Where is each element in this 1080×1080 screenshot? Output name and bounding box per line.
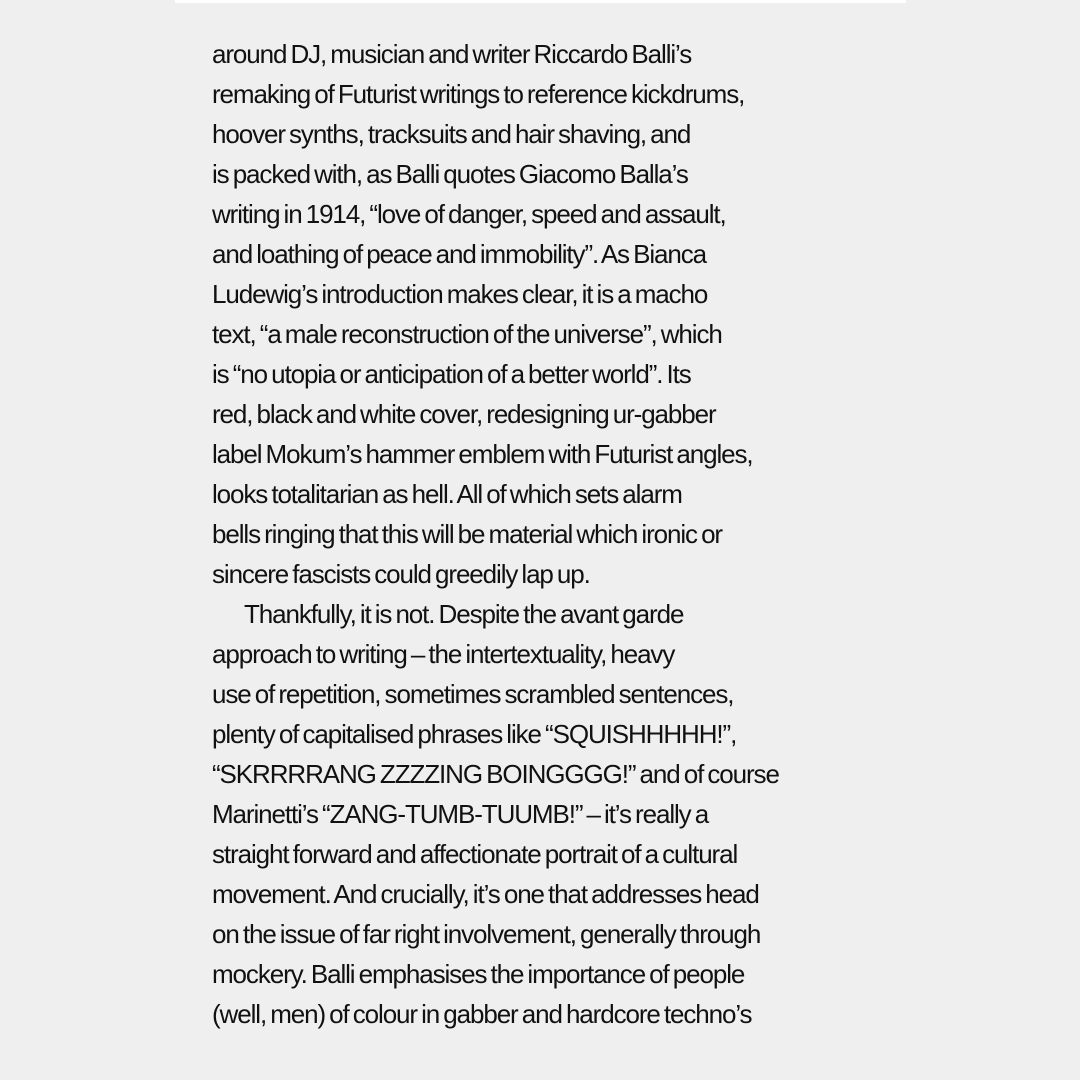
text-line: Marinetti’s “ZANG-TUMB-TUUMB!” – it’s really a — [212, 799, 709, 829]
text-line: mockery. Balli emphasises the importance of people — [212, 959, 745, 989]
text-line: Thankfully, it is not. Despite the avant garde — [244, 599, 684, 629]
text-line: red, black and white cover, redesigning ur-gabber — [212, 399, 716, 429]
paragraph-1 — [212, 34, 872, 594]
text-line: bells ringing that this will be material which ironic or — [212, 519, 722, 549]
article-body — [212, 34, 872, 1034]
text-line: on the issue of far right involvement, generally through — [212, 919, 761, 949]
top-divider — [175, 0, 906, 3]
text-line: hoover synths, tracksuits and hair shaving, and — [212, 119, 691, 149]
text-line: is packed with, as Balli quotes Giacomo Balla’s — [212, 159, 688, 189]
text-line: is “no utopia or anticipation of a better world”. Its — [212, 359, 691, 389]
text-line: use of repetition, sometimes scrambled sentences, — [212, 679, 734, 709]
text-line: writing in 1914, “love of danger, speed and assault, — [212, 199, 726, 229]
text-line: Ludewig’s introduction makes clear, it is a macho — [212, 279, 708, 309]
text-line: (well, men) of colour in gabber and hardcore techno’s — [212, 999, 752, 1029]
text-line: and loathing of peace and immobility”. As Bianca — [212, 239, 706, 269]
text-line: looks totalitarian as hell. All of which sets alarm — [212, 479, 682, 509]
text-line: “SKRRRRANG ZZZZING BOINGGGG!” and of course — [212, 759, 779, 789]
text-line: movement. And crucially, it’s one that addresses head — [212, 879, 759, 909]
text-line: approach to writing – the intertextuality, heavy — [212, 639, 675, 669]
text-line: sincere fascists could greedily lap up. — [212, 559, 590, 589]
text-line: plenty of capitalised phrases like “SQUISHHHHH!”, — [212, 719, 737, 749]
text-line: label Mokum’s hammer emblem with Futurist angles, — [212, 439, 753, 469]
text-line: around DJ, musician and writer Riccardo Balli’s — [212, 39, 692, 69]
paragraph-2 — [212, 594, 872, 1034]
text-line: remaking of Futurist writings to reference kickdrums, — [212, 79, 745, 109]
text-line: straight forward and affectionate portrait of a cultural — [212, 839, 738, 869]
text-line: text, “a male reconstruction of the universe”, which — [212, 319, 722, 349]
